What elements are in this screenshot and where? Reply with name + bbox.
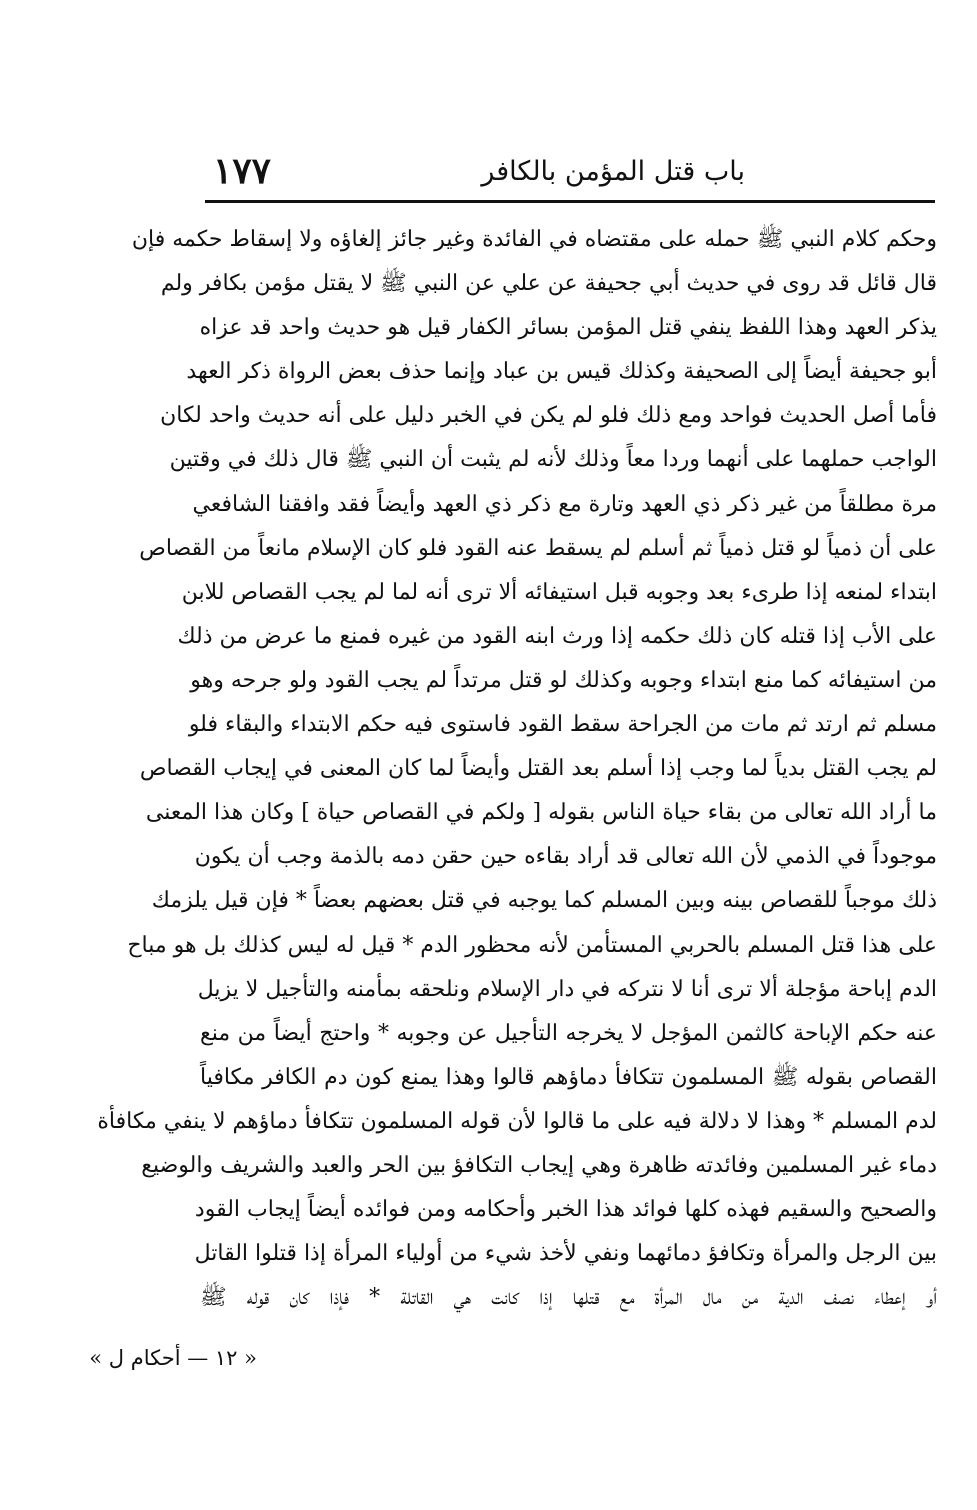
text-line: ابتداء لمنعه إذا طرىء بعد وجوبه قبل استيفائه ألا ترى أنه لما لم يجب القصاص للابن [181,579,937,605]
text-line: قال قائل قد روى في حديث أبي جحيفة عن علي عن النبي ﷺ لا يقتل مؤمن بكافر ولم [160,271,937,297]
text-line: أو إعطاء نصف الدية من مال المرأة مع قتلها إذا كانت هي القاتلة * فإذا كان قوله ﷺ [200,1285,937,1311]
chapter-title: باب قتل المؤمن بالكافر [481,156,745,187]
text-line: يذكر العهد وهذا اللفظ ينفي قتل المؤمن بسائر الكفار قيل هو حديث واحد قد عزاه [199,315,937,341]
page-header [205,150,935,198]
text-line: لم يجب القتل بدياً لما وجب إذا أسلم بعد القتل وأيضاً لما كان المعنى في إيجاب القصاص [139,756,937,782]
text-line: أبو جحيفة أيضاً إلى الصحيفة وكذلك قيس بن عباد وإنما حذف بعض الرواة ذكر العهد [186,359,937,385]
text-line: مرة مطلقاً من غير ذكر ذي العهد وتارة مع ذكر ذي العهد وأيضاً فقد وافقنا الشافعي [192,491,937,517]
text-line: بين الرجل والمرأة وتكافؤ دمائهما ونفي لأخذ شيء من أولياء المرأة إذا قتلوا القاتل [194,1241,937,1267]
text-line: عنه حكم الإباحة كالثمن المؤجل لا يخرجه التأجيل عن وجوبه * واحتج أيضاً من منع [200,1020,937,1046]
text-line: موجوداً في الذمي لأن الله تعالى قد أراد بقاءه حين حقن دمه بالذمة وجب أن يكون [194,844,937,870]
text-line: على هذا قتل المسلم بالحربي المستأمن لأنه محظور الدم * قيل له ليس كذلك بل هو مباح [127,932,937,958]
text-line: على الأب إذا قتله كان ذلك حكمه إذا ورث ابنه القود من غيره فمنع ما عرض من ذلك [177,623,937,649]
text-line: لدم المسلم * وهذا لا دلالة فيه على ما قالوا لأن قوله المسلمون تتكافأ دماؤهم لا ينفي مكافأة [97,1108,937,1134]
text-line: دماء غير المسلمين وفائدته ظاهرة وهي إيجاب التكافؤ بين الحر والعبد والشريف والوضيع [141,1152,937,1178]
text-line: والصحيح والسقيم فهذه كلها فوائد هذا الخبر وأحكامه ومن فوائده أيضاً إيجاب القود [194,1197,937,1223]
page-number: ١٧٧ [213,150,272,192]
text-line: مسلم ثم ارتد ثم مات من الجراحة سقط القود فاستوى فيه حكم الابتداء والبقاء فلو [188,712,937,738]
body-text [97,218,937,1320]
text-line: على أن ذمياً لو قتل ذمياً ثم أسلم لم يسقط عنه القود فلو كان الإسلام مانعاً من القصاص [139,535,937,561]
text-line: ذلك موجباً للقصاص بينه وبين المسلم كما يوجبه في قتل بعضهم بعضاً * فإن قيل يلزمك [151,888,937,914]
text-line: ما أراد الله تعالى من بقاء حياة الناس بقوله [ ولكم في القصاص حياة ] وكان هذا المعنى [145,800,937,826]
text-line: القصاص بقوله ﷺ المسلمون تتكافأ دماؤهم قالوا وهذا يمنع كون دم الكافر مكافياً [200,1064,937,1090]
text-line: الواجب حملهما على أنهما وردا معاً وذلك لأنه لم يثبت أن النبي ﷺ قال ذلك في وقتين [169,447,937,473]
text-line: الدم إباحة مؤجلة ألا ترى أنا لا نتركه في دار الإسلام ونلحقه بمأمنه والتأجيل لا يزيل [197,976,937,1002]
text-line: فأما أصل الحديث فواحد ومع ذلك فلو لم يكن في الخبر دليل على أنه حديث واحد لكان [160,403,937,429]
signature-mark: « ١٢ — أحكام ل » [89,1346,257,1370]
text-line: من استيفائه كما منع ابتداء وجوبه وكذلك لو قتل مرتداً لم يجب القود ولو جرحه وهو [190,667,937,693]
header-divider [205,200,935,203]
text-line: وحكم كلام النبي ﷺ حمله على مقتضاه في الفائدة وغير جائز إلغاؤه ولا إسقاط حكمه فإن [131,227,937,252]
